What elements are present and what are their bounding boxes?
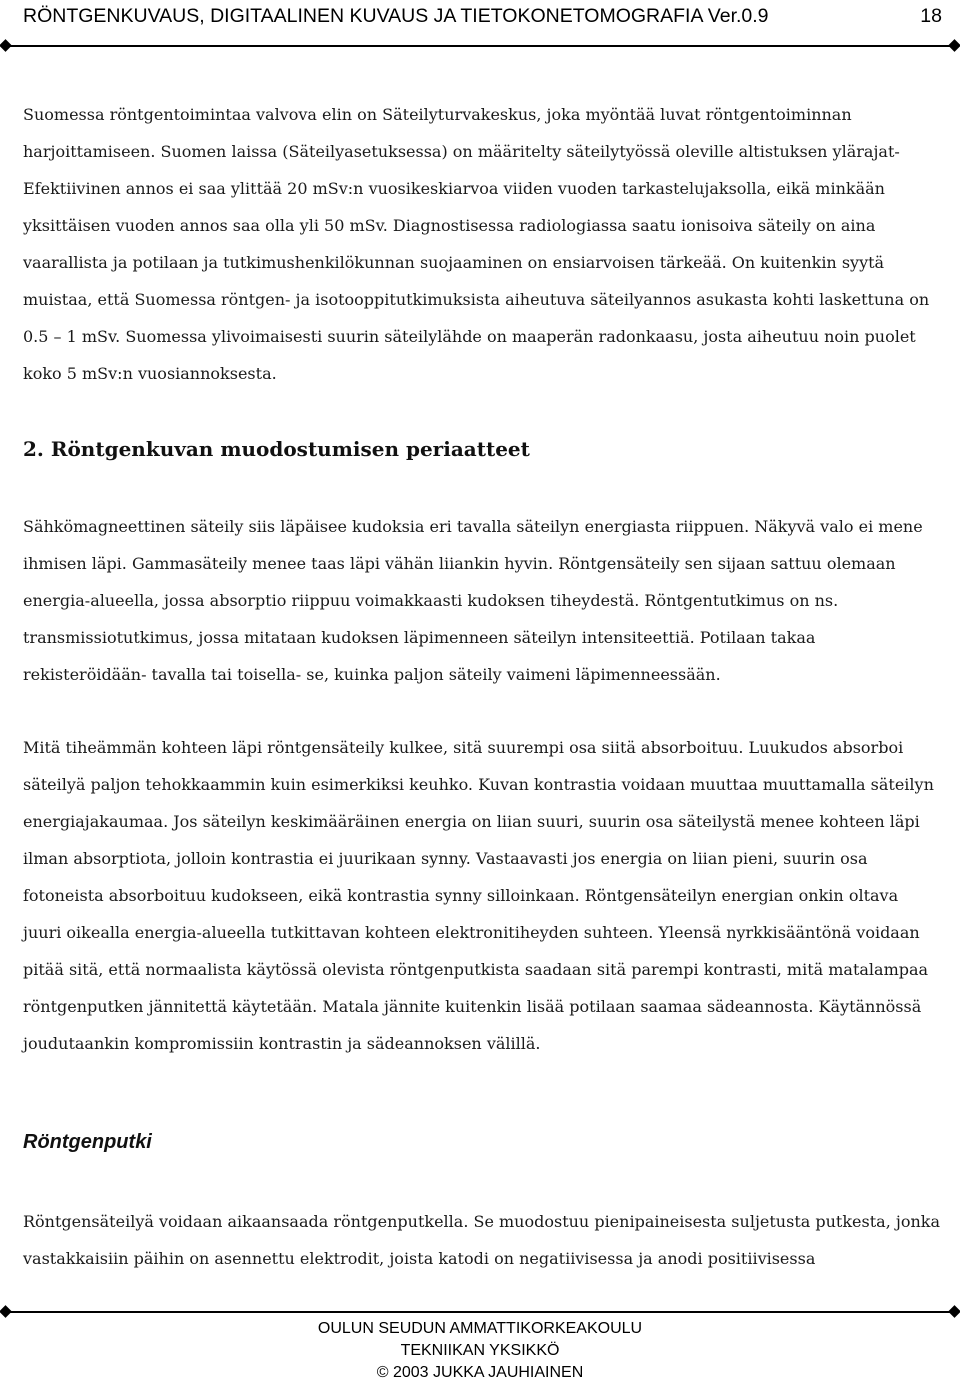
footer-institution: OULUN SEUDUN AMMATTIKORKEAKOULU [317, 1320, 643, 1337]
section2-paragraph-2: Mitä tiheämmän kohteen läpi röntgensäteily kulkee, sitä suurempi osa siitä absorboituu. Luukudos absorboi säteilyä paljon tehokkaammin kuin esimerkiksi keuhko. Kuvan kontrastia voidaan muuttaa muuttamalla säteilyn energiajakaumaa. Jos säteilyn keskimääräinen energia on liian suuri, suurin osa säteilystä menee kohteen läpi ilman absorptiota, jolloin kontrastia ei juurikaan synny. Vastaavasti jos energia on liian pieni, suurin osa fotoneista absorboituu kudokseen, eikä kontrastia synny silloinkaan. Röntgensäteilyn energian onkin oltava juuri oikealla energia-alueella tutkittavan kohteen elektronitiheyden suhteen. Yleensä nyrkkisääntönä voidaan pitää sitä, että normaalista käytössä olevista röntgenputkista saadaan sitä parempi kontrasti, mitä matalampaa röntgenputken jännitettä käytetään. Matala jännite kuitenkin lisää potilaan saamaa sädeannosta. Käytännössä joudutaankin kompromissiin kontrastin ja sädeannoksen välillä. [23, 738, 934, 1053]
section2-paragraph-1: Sähkömagneettinen säteily siis läpäisee kudoksia eri tavalla säteilyn energiasta riippuen. Näkyvä valo ei mene ihmisen läpi. Gammasäteily menee taas läpi vähän liiankin hyvin. Röntgensäteily sen sijaan sattuu olemaan energia-alueella, jossa absorptio riippuu voimakkaasti kudoksen tiheydestä. Röntgentutkimus on ns. transmissiotutkimus, jossa mitataan kudoksen läpimenneen säteilyn intensiteettiä. Potilaan takaa rekisteröidään- tavalla tai toisella- se, kuinka paljon säteily vaimeni läpimenneessään. [23, 517, 923, 684]
footer-copyright: © 2003 JUKKA JAUHIAINEN [376, 1364, 584, 1381]
footer-unit: TEKNIIKAN YKSIKKÖ [400, 1342, 560, 1359]
page-number: 18 [920, 5, 942, 27]
page-footer [0, 1318, 960, 1384]
diamond-icon [0, 1305, 12, 1318]
page-header [23, 2, 942, 32]
footer-rule [4, 1311, 956, 1313]
section-heading: 2. Röntgenkuvan muodostumisen periaatteet [23, 437, 530, 461]
document-title: RÖNTGENKUVAUS, DIGITAALINEN KUVAUS JA TIETOKONETOMOGRAFIA Ver.0.9 [23, 5, 769, 27]
header-rule [4, 45, 956, 47]
diamond-icon [0, 39, 12, 52]
tube-paragraph: Röntgensäteilyä voidaan aikaansaada röntgenputkella. Se muodostuu pienipaineisesta suljetusta putkesta, jonka vastakkaisiin päihin on asennettu elektrodit, joista katodi on negatiivisessa ja anodi positiivisessa [23, 1212, 940, 1268]
diamond-icon [948, 1305, 960, 1318]
diamond-icon [948, 39, 960, 52]
intro-paragraph: Suomessa röntgentoimintaa valvova elin on Säteilyturvakeskus, joka myöntää luvat röntgentoiminnan harjoittamiseen. Suomen laissa (Säteilyasetuksessa) on määritelty säteilytyössä oleville altistuksen ylärajat- Efektiivinen annos ei saa ylittää 20 mSv:n vuosikeskiarvoa viiden vuoden tarkastelujaksolla, eikä minkään yksittäisen vuoden annos saa olla yli 50 mSv. Diagnostisessa radiologiassa saatu ionisoiva säteily on aina vaarallista ja potilaan ja tutkimushenkilökunnan suojaaminen on ensiarvoisen tärkeää. On kuitenkin syytä muistaa, että Suomessa röntgen- ja isotooppitutkimuksista aiheutuva säteilyannos asukasta kohti laskettuna on 0.5 – 1 mSv. Suomessa ylivoimaisesti suurin säteilylähde on maaperän radonkaasu, josta aiheutuu noin puolet koko 5 mSv:n vuosiannoksesta. [23, 105, 930, 383]
subsection-heading: Röntgenputki [23, 1131, 152, 1153]
